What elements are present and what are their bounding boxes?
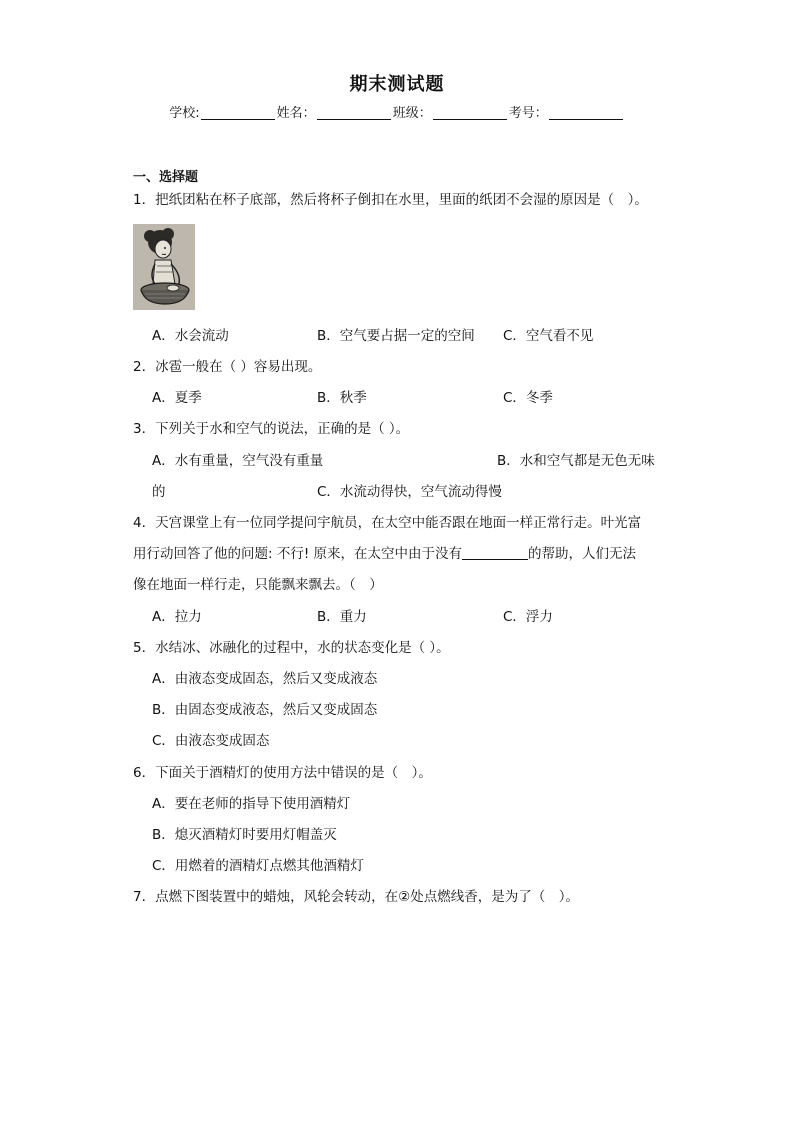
q6-option-a[interactable]: A．要在老师的指导下使用酒精灯 <box>152 796 351 812</box>
q1-option-b[interactable]: B．空气要占据一定的空间 <box>317 328 475 344</box>
q2-option-b[interactable]: B．秋季 <box>317 390 367 406</box>
question-2: 2．冰雹一般在（ ）容易出现。 <box>133 359 322 375</box>
question-4-line-1: 4．天宫课堂上有一位同学提问宇航员，在太空中能否跟在地面一样正常行走。叶光富 <box>133 515 642 531</box>
q4-option-c[interactable]: C．浮力 <box>503 609 553 625</box>
class-blank[interactable] <box>433 105 507 120</box>
q5-option-a[interactable]: A．由液态变成固态，然后又变成液态 <box>152 671 378 687</box>
question-5: 5．水结冰、冰融化的过程中，水的状态变化是（ ）。 <box>133 640 450 656</box>
q4-option-a[interactable]: A．拉力 <box>152 609 202 625</box>
q1-option-c[interactable]: C．空气看不见 <box>503 328 594 344</box>
q5-option-b[interactable]: B．由固态变成液态，然后又变成固态 <box>152 702 378 718</box>
name-blank[interactable] <box>317 105 391 120</box>
q3-option-c[interactable]: C．水流动得快，空气流动得慢 <box>317 484 502 500</box>
girl-with-basin-illustration <box>133 224 195 310</box>
question-7: 7．点燃下图装置中的蜡烛，风轮会转动，在②处点燃线香，是为了（ ）。 <box>133 889 579 905</box>
question-4-line-3: 像在地面一样行走，只能飘来飘去。（ ） <box>133 577 383 593</box>
q4-option-b[interactable]: B．重力 <box>317 609 367 625</box>
q6-option-b[interactable]: B．熄灭酒精灯时要用灯帽盖灭 <box>152 827 337 843</box>
q6-option-c[interactable]: C．用燃着的酒精灯点燃其他酒精灯 <box>152 858 364 874</box>
question-1-figure <box>133 224 195 310</box>
class-label: 班级： <box>392 106 432 121</box>
question-4-answer-blank[interactable] <box>462 546 528 560</box>
question-4-text-a: 用行动回答了他的问题: 不行! 原来，在太空中由于没有 <box>133 546 463 562</box>
q3-option-b-wrap: 的 <box>152 484 166 500</box>
page-title: 期末测试题 <box>349 74 445 95</box>
q1-option-a[interactable]: A．水会流动 <box>152 328 229 344</box>
q2-option-c[interactable]: C．冬季 <box>503 390 553 406</box>
school-blank[interactable] <box>201 105 275 120</box>
question-4-text-b: 的帮助，人们无法 <box>528 546 637 562</box>
section-heading: 一、选择题 <box>133 170 199 185</box>
q2-option-a[interactable]: A．夏季 <box>152 390 202 406</box>
question-3: 3．下列关于水和空气的说法，正确的是（ ）。 <box>133 421 410 437</box>
question-1: 1．把纸团粘在杯子底部，然后将杯子倒扣在水里，里面的纸团不会湿的原因是（ ）。 <box>133 192 648 208</box>
number-blank[interactable] <box>549 105 623 120</box>
question-4-line-2 <box>133 545 636 563</box>
q5-option-c[interactable]: C．由液态变成固态 <box>152 733 270 749</box>
q3-option-a[interactable]: A．水有重量，空气没有重量 <box>152 453 324 469</box>
q3-option-b[interactable]: B．水和空气都是无色无味 <box>497 453 655 469</box>
number-label: 考号： <box>508 106 548 121</box>
name-label: 姓名： <box>276 106 316 121</box>
school-label: 学校: <box>169 106 200 121</box>
question-6: 6．下面关于酒精灯的使用方法中错误的是（ ）。 <box>133 765 432 781</box>
student-info-line <box>0 102 794 121</box>
